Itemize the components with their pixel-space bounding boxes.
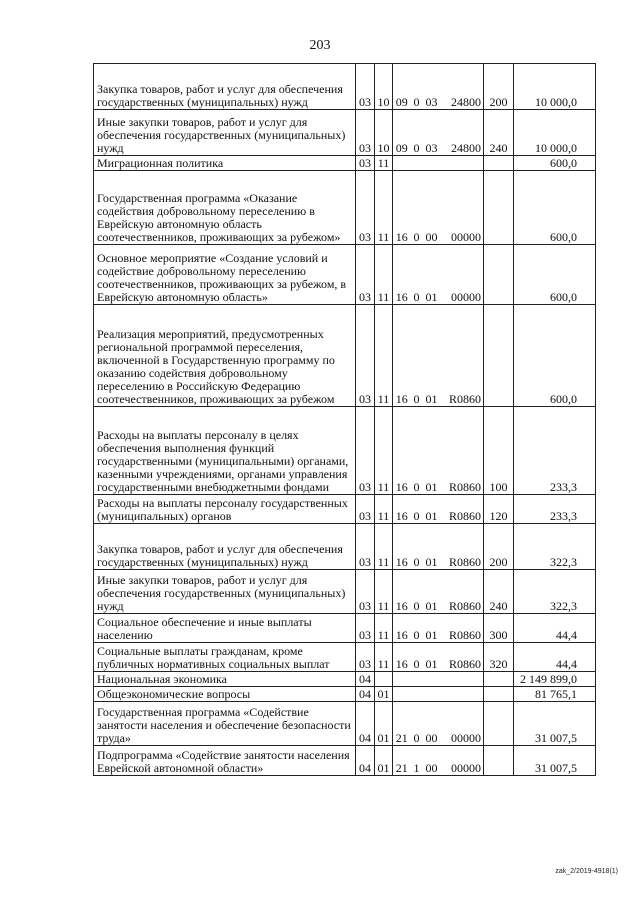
- target-code-direction-cell: R0860: [441, 305, 484, 407]
- target-code-direction-cell: [441, 672, 484, 687]
- section-code-cell: 03: [356, 524, 375, 570]
- target-code-direction-cell: R0860: [441, 495, 484, 524]
- target-code-subprogram-cell: 0: [411, 407, 423, 495]
- section-code-cell: 03: [356, 614, 375, 643]
- budget-table: [93, 63, 596, 776]
- expense-type-cell: [484, 702, 514, 746]
- amount-cell: 233,3: [514, 495, 596, 524]
- target-code-event-cell: [423, 672, 441, 687]
- target-code-event-cell: 01: [423, 643, 441, 672]
- target-code-program-cell: 16: [393, 245, 411, 305]
- subsection-code-cell: 10: [375, 64, 393, 110]
- target-code-direction-cell: R0860: [441, 407, 484, 495]
- target-code-subprogram-cell: 0: [411, 614, 423, 643]
- section-code-cell: 03: [356, 245, 375, 305]
- expense-type-cell: [484, 156, 514, 171]
- target-code-subprogram-cell: [411, 687, 423, 702]
- table-row: [94, 687, 596, 702]
- target-code-event-cell: 03: [423, 110, 441, 156]
- amount-cell: 322,3: [514, 570, 596, 614]
- target-code-subprogram-cell: [411, 156, 423, 171]
- target-code-subprogram-cell: 0: [411, 171, 423, 245]
- table-row: [94, 171, 596, 245]
- target-code-event-cell: 01: [423, 245, 441, 305]
- table-row: [94, 643, 596, 672]
- target-code-program-cell: 16: [393, 495, 411, 524]
- subsection-code-cell: 10: [375, 110, 393, 156]
- expense-type-cell: 200: [484, 64, 514, 110]
- target-code-subprogram-cell: 1: [411, 746, 423, 776]
- row-name-cell: Расходы на выплаты персоналу в целях обеспечения выполнения функций государственными (муниципальными) органами, казенными учреждениями, органами управления государственными внебюджетными фондами: [94, 407, 356, 495]
- target-code-direction-cell: [441, 156, 484, 171]
- expense-type-cell: [484, 171, 514, 245]
- row-name-cell: Социальные выплаты гражданам, кроме публичных нормативных социальных выплат: [94, 643, 356, 672]
- expense-type-cell: [484, 245, 514, 305]
- expense-type-cell: 200: [484, 524, 514, 570]
- target-code-direction-cell: R0860: [441, 643, 484, 672]
- expense-type-cell: 320: [484, 643, 514, 672]
- target-code-subprogram-cell: 0: [411, 245, 423, 305]
- table-row: [94, 156, 596, 171]
- row-name-cell: Социальное обеспечение и иные выплаты населению: [94, 614, 356, 643]
- table-row: [94, 407, 596, 495]
- target-code-event-cell: 01: [423, 407, 441, 495]
- target-code-direction-cell: R0860: [441, 524, 484, 570]
- amount-cell: 44,4: [514, 614, 596, 643]
- subsection-code-cell: 11: [375, 495, 393, 524]
- section-code-cell: 03: [356, 643, 375, 672]
- row-name-cell: Расходы на выплаты персоналу государственных (муниципальных) органов: [94, 495, 356, 524]
- target-code-event-cell: 01: [423, 570, 441, 614]
- expense-type-cell: [484, 687, 514, 702]
- subsection-code-cell: 11: [375, 156, 393, 171]
- row-name-cell: Национальная экономика: [94, 672, 356, 687]
- amount-cell: 600,0: [514, 156, 596, 171]
- target-code-program-cell: 09: [393, 64, 411, 110]
- target-code-direction-cell: 24800: [441, 64, 484, 110]
- subsection-code-cell: 01: [375, 687, 393, 702]
- target-code-event-cell: 01: [423, 524, 441, 570]
- row-name-cell: Государственная программа «Содействие занятости населения и обеспечение безопасности труда»: [94, 702, 356, 746]
- subsection-code-cell: 01: [375, 702, 393, 746]
- table-row: [94, 495, 596, 524]
- section-code-cell: 03: [356, 110, 375, 156]
- amount-cell: 2 149 899,0: [514, 672, 596, 687]
- target-code-program-cell: 16: [393, 407, 411, 495]
- expense-type-cell: [484, 746, 514, 776]
- target-code-program-cell: 16: [393, 305, 411, 407]
- expense-type-cell: 300: [484, 614, 514, 643]
- target-code-subprogram-cell: 0: [411, 495, 423, 524]
- target-code-direction-cell: R0860: [441, 614, 484, 643]
- expense-type-cell: 120: [484, 495, 514, 524]
- table-row: [94, 614, 596, 643]
- subsection-code-cell: 11: [375, 171, 393, 245]
- target-code-direction-cell: [441, 687, 484, 702]
- subsection-code-cell: [375, 672, 393, 687]
- row-name-cell: Государственная программа «Оказание содействия добровольному переселению в Еврейскую автономную область соотечественников, проживающих за рубежом»: [94, 171, 356, 245]
- target-code-subprogram-cell: 0: [411, 305, 423, 407]
- target-code-event-cell: 00: [423, 746, 441, 776]
- target-code-program-cell: 21: [393, 746, 411, 776]
- target-code-program-cell: 16: [393, 643, 411, 672]
- section-code-cell: 03: [356, 305, 375, 407]
- expense-type-cell: [484, 672, 514, 687]
- target-code-subprogram-cell: [411, 672, 423, 687]
- table-body: [94, 64, 596, 776]
- section-code-cell: 04: [356, 687, 375, 702]
- subsection-code-cell: 11: [375, 305, 393, 407]
- amount-cell: 233,3: [514, 407, 596, 495]
- target-code-event-cell: 03: [423, 64, 441, 110]
- subsection-code-cell: 11: [375, 614, 393, 643]
- row-name-cell: Закупка товаров, работ и услуг для обеспечения государственных (муниципальных) нужд: [94, 524, 356, 570]
- subsection-code-cell: 01: [375, 746, 393, 776]
- target-code-event-cell: 00: [423, 171, 441, 245]
- footer-stamp: zak_2/2019-4918(1): [555, 868, 618, 875]
- target-code-subprogram-cell: 0: [411, 110, 423, 156]
- subsection-code-cell: 11: [375, 524, 393, 570]
- target-code-event-cell: [423, 687, 441, 702]
- row-name-cell: Иные закупки товаров, работ и услуг для обеспечения государственных (муниципальных) нужд: [94, 570, 356, 614]
- target-code-event-cell: 00: [423, 702, 441, 746]
- target-code-program-cell: [393, 687, 411, 702]
- expense-type-cell: [484, 305, 514, 407]
- row-name-cell: Иные закупки товаров, работ и услуг для обеспечения государственных (муниципальных) нужд: [94, 110, 356, 156]
- target-code-event-cell: [423, 156, 441, 171]
- target-code-direction-cell: 00000: [441, 746, 484, 776]
- target-code-program-cell: [393, 156, 411, 171]
- amount-cell: 31 007,5: [514, 702, 596, 746]
- row-name-cell: Общеэкономические вопросы: [94, 687, 356, 702]
- section-code-cell: 03: [356, 156, 375, 171]
- section-code-cell: 03: [356, 570, 375, 614]
- table-row: [94, 245, 596, 305]
- target-code-direction-cell: 24800: [441, 110, 484, 156]
- page-number: 203: [309, 38, 331, 53]
- table-row: [94, 110, 596, 156]
- table-row: [94, 570, 596, 614]
- target-code-event-cell: 01: [423, 305, 441, 407]
- amount-cell: 10 000,0: [514, 64, 596, 110]
- amount-cell: 600,0: [514, 245, 596, 305]
- section-code-cell: 03: [356, 495, 375, 524]
- expense-type-cell: 240: [484, 110, 514, 156]
- target-code-event-cell: 01: [423, 614, 441, 643]
- target-code-program-cell: 16: [393, 570, 411, 614]
- target-code-program-cell: [393, 672, 411, 687]
- amount-cell: 31 007,5: [514, 746, 596, 776]
- row-name-cell: Подпрограмма «Содействие занятости населения Еврейской автономной области»: [94, 746, 356, 776]
- row-name-cell: Реализация мероприятий, предусмотренных региональной программой переселения, включенной в Государственную программу по оказанию содействия добровольному переселению в Российскую Федерацию соотечественников, проживающих за рубежом: [94, 305, 356, 407]
- amount-cell: 81 765,1: [514, 687, 596, 702]
- table-row: [94, 672, 596, 687]
- amount-cell: 10 000,0: [514, 110, 596, 156]
- target-code-program-cell: 16: [393, 524, 411, 570]
- amount-cell: 600,0: [514, 305, 596, 407]
- row-name-cell: Основное мероприятие «Создание условий и содействие добровольному переселению соотечественников, проживающих за рубежом, в Еврейскую автономную область»: [94, 245, 356, 305]
- target-code-direction-cell: 00000: [441, 171, 484, 245]
- target-code-program-cell: 16: [393, 614, 411, 643]
- section-code-cell: 03: [356, 171, 375, 245]
- section-code-cell: 04: [356, 672, 375, 687]
- amount-cell: 44,4: [514, 643, 596, 672]
- target-code-subprogram-cell: 0: [411, 524, 423, 570]
- row-name-cell: Закупка товаров, работ и услуг для обеспечения государственных (муниципальных) нужд: [94, 64, 356, 110]
- table-row: [94, 524, 596, 570]
- table-row: [94, 64, 596, 110]
- table-row: [94, 746, 596, 776]
- section-code-cell: 03: [356, 64, 375, 110]
- subsection-code-cell: 11: [375, 570, 393, 614]
- target-code-subprogram-cell: 0: [411, 643, 423, 672]
- target-code-event-cell: 01: [423, 495, 441, 524]
- expense-type-cell: 100: [484, 407, 514, 495]
- target-code-direction-cell: R0860: [441, 570, 484, 614]
- row-name-cell: Миграционная политика: [94, 156, 356, 171]
- section-code-cell: 04: [356, 746, 375, 776]
- table-row: [94, 702, 596, 746]
- subsection-code-cell: 11: [375, 407, 393, 495]
- target-code-program-cell: 09: [393, 110, 411, 156]
- amount-cell: 600,0: [514, 171, 596, 245]
- target-code-program-cell: 21: [393, 702, 411, 746]
- subsection-code-cell: 11: [375, 643, 393, 672]
- expense-type-cell: 240: [484, 570, 514, 614]
- target-code-direction-cell: 00000: [441, 702, 484, 746]
- target-code-subprogram-cell: 0: [411, 702, 423, 746]
- section-code-cell: 04: [356, 702, 375, 746]
- target-code-program-cell: 16: [393, 171, 411, 245]
- target-code-subprogram-cell: 0: [411, 570, 423, 614]
- table-row: [94, 305, 596, 407]
- target-code-subprogram-cell: 0: [411, 64, 423, 110]
- target-code-direction-cell: 00000: [441, 245, 484, 305]
- subsection-code-cell: 11: [375, 245, 393, 305]
- section-code-cell: 03: [356, 407, 375, 495]
- amount-cell: 322,3: [514, 524, 596, 570]
